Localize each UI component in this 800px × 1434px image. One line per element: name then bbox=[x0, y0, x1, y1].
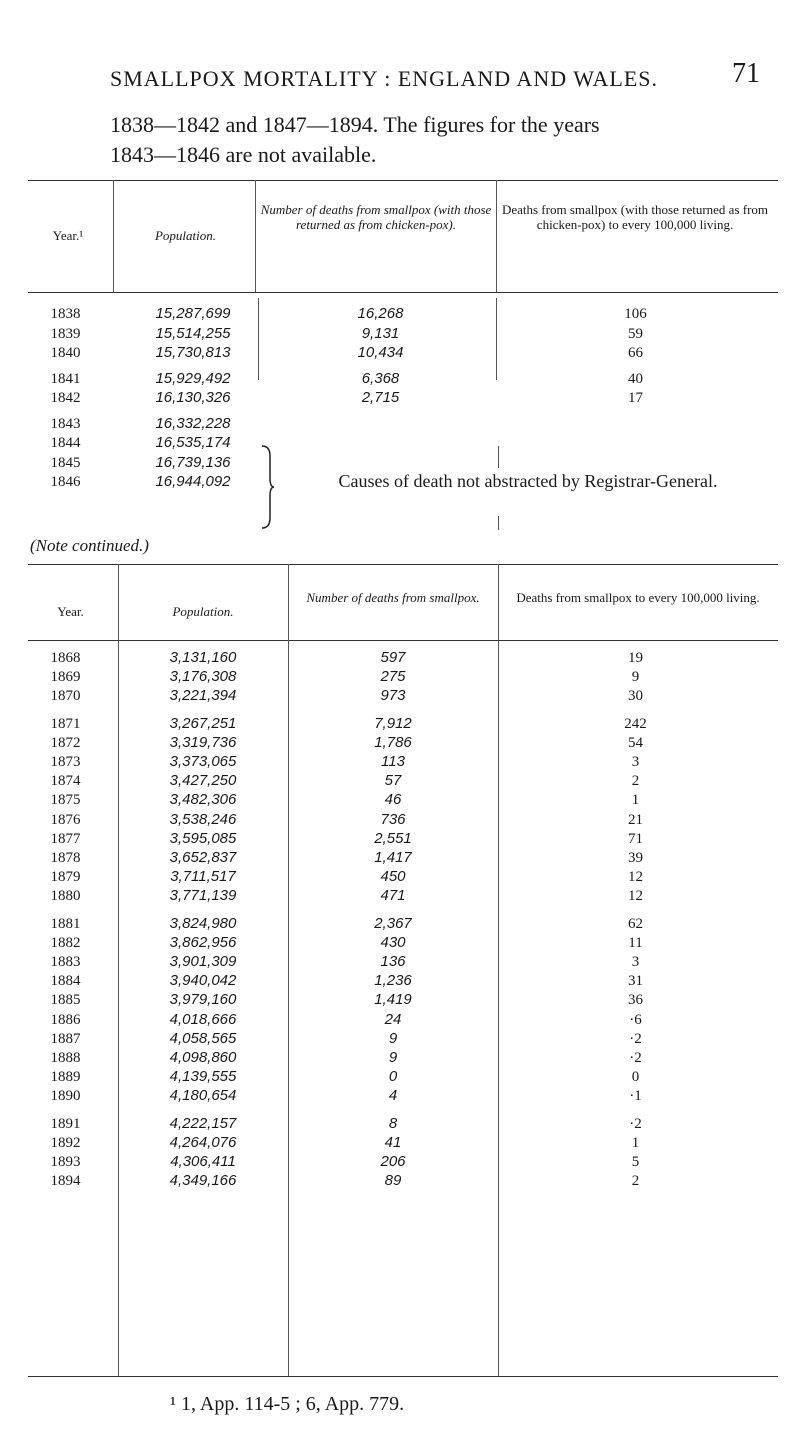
year-cell: 1880 bbox=[50, 888, 81, 905]
year-cell: 1873 bbox=[50, 754, 81, 770]
year-cell: 1878 bbox=[50, 850, 81, 866]
year-cell: 1876 bbox=[50, 811, 81, 828]
table-row bbox=[28, 1114, 778, 1134]
brace-note: Causes of death not abstracted by Registrar-General. bbox=[338, 471, 718, 491]
deaths-cell: 973 bbox=[380, 687, 406, 705]
population-cell: 3,940,042 bbox=[169, 972, 237, 990]
year-cell: 1841 bbox=[50, 370, 81, 387]
population-cell: 4,098,860 bbox=[169, 1049, 237, 1066]
deaths-cell: 41 bbox=[384, 1133, 402, 1151]
year-cell: 1872 bbox=[50, 734, 81, 751]
rate-cell: ·2 bbox=[629, 1115, 642, 1132]
table-row bbox=[28, 667, 778, 687]
rate-cell: 1 bbox=[631, 792, 640, 809]
population-cell: 15,514,255 bbox=[155, 324, 231, 342]
population-cell: 3,862,956 bbox=[169, 933, 237, 951]
rate-cell: 2 bbox=[631, 1173, 640, 1190]
rate-cell: 242 bbox=[624, 715, 647, 732]
population-cell: 3,131,160 bbox=[169, 649, 237, 666]
table-row bbox=[28, 324, 778, 344]
population-cell: 4,306,411 bbox=[170, 1153, 236, 1170]
population-cell: 4,222,157 bbox=[169, 1114, 237, 1132]
header-deaths: Number of deaths from smallpox. bbox=[306, 590, 480, 605]
deaths-cell: 471 bbox=[380, 887, 406, 905]
population-cell: 16,130,326 bbox=[155, 389, 231, 406]
running-title: SMALLPOX MORTALITY : ENGLAND AND WALES. bbox=[110, 66, 659, 91]
rate-cell: 30 bbox=[628, 688, 643, 705]
population-cell: 16,944,092 bbox=[155, 473, 231, 490]
rate-cell: 17 bbox=[628, 390, 643, 406]
table-row bbox=[28, 990, 778, 1010]
year-cell: 1839 bbox=[50, 325, 81, 342]
page-number: 71 bbox=[732, 58, 760, 89]
year-cell: 1877 bbox=[50, 830, 81, 847]
population-cell: 3,901,309 bbox=[169, 953, 237, 970]
table-1868-1894 bbox=[28, 564, 778, 1377]
header-rate: Deaths from smallpox (with those returned as from chicken-pox) to every 100,000 living. bbox=[501, 202, 769, 232]
year-cell: 1845 bbox=[50, 454, 81, 471]
year-cell: 1843 bbox=[50, 415, 81, 432]
running-head bbox=[110, 58, 760, 98]
year-cell: 1891 bbox=[50, 1115, 81, 1132]
deaths-cell: 6,368 bbox=[361, 369, 400, 387]
population-cell: 15,929,492 bbox=[155, 369, 231, 387]
table-row bbox=[28, 1133, 778, 1153]
rate-cell: 9 bbox=[631, 669, 640, 686]
rate-cell: 62 bbox=[628, 915, 643, 932]
year-cell: 1869 bbox=[50, 669, 81, 686]
year-cell: 1840 bbox=[50, 345, 81, 361]
table-row bbox=[28, 914, 778, 934]
intro-line: 1838—1842 and 1847—1894. The figures for the years bbox=[110, 112, 600, 137]
population-cell: 3,979,160 bbox=[169, 991, 237, 1009]
population-cell: 3,595,085 bbox=[169, 829, 237, 847]
deaths-cell: 9 bbox=[388, 1029, 398, 1047]
population-cell: 3,176,308 bbox=[169, 668, 237, 686]
population-cell: 15,730,813 bbox=[155, 344, 231, 361]
year-cell: 1871 bbox=[50, 715, 81, 732]
deaths-cell bbox=[268, 433, 493, 453]
rate-cell: 39 bbox=[628, 850, 643, 866]
year-cell: 1842 bbox=[50, 390, 81, 406]
year-cell: 1890 bbox=[50, 1088, 81, 1105]
table-row bbox=[28, 343, 778, 363]
deaths-cell: 206 bbox=[380, 1153, 406, 1170]
year-cell: 1893 bbox=[50, 1154, 81, 1170]
deaths-cell: 450 bbox=[380, 868, 406, 886]
column-divider bbox=[496, 180, 497, 292]
year-cell: 1874 bbox=[50, 773, 81, 790]
rate-cell: 0 bbox=[631, 1069, 640, 1086]
rate-cell: ·2 bbox=[629, 1050, 642, 1066]
rate-cell: 3 bbox=[631, 954, 640, 970]
deaths-cell: 2,367 bbox=[374, 914, 412, 932]
table-row bbox=[28, 829, 778, 849]
table-bottom-rule bbox=[28, 1376, 778, 1377]
table-row bbox=[28, 971, 778, 991]
rate-cell: 66 bbox=[628, 345, 643, 361]
year-cell: 1889 bbox=[50, 1069, 81, 1086]
year-cell: 1894 bbox=[50, 1173, 81, 1190]
population-cell: 15,287,699 bbox=[155, 305, 231, 322]
header-year: Year. bbox=[57, 604, 84, 619]
rate-cell: 1 bbox=[631, 1134, 640, 1151]
year-cell: 1868 bbox=[50, 650, 81, 666]
deaths-cell: 0 bbox=[388, 1068, 398, 1086]
rate-cell: 31 bbox=[628, 973, 643, 990]
rate-cell: 3 bbox=[631, 754, 640, 770]
deaths-cell bbox=[268, 453, 493, 473]
rate-cell bbox=[503, 453, 768, 473]
header-year: Year.¹ bbox=[52, 228, 84, 243]
note-continued: (Note continued.) bbox=[30, 536, 149, 555]
rate-cell: 106 bbox=[624, 306, 647, 322]
population-cell: 16,535,174 bbox=[155, 434, 231, 451]
population-cell: 3,482,306 bbox=[169, 791, 237, 809]
deaths-cell bbox=[268, 414, 493, 434]
column-divider bbox=[255, 180, 256, 292]
population-cell: 4,139,555 bbox=[169, 1068, 237, 1086]
deaths-cell: 597 bbox=[380, 649, 406, 666]
rate-cell: ·1 bbox=[629, 1088, 642, 1105]
table-row bbox=[28, 714, 778, 734]
population-cell: 3,427,250 bbox=[169, 772, 237, 790]
header-population: Population. bbox=[172, 604, 234, 619]
table-row bbox=[28, 886, 778, 906]
header-population: Population. bbox=[154, 228, 217, 243]
table-row bbox=[28, 1067, 778, 1087]
table-row bbox=[28, 453, 778, 473]
population-cell: 3,711,517 bbox=[170, 868, 236, 886]
deaths-cell: 275 bbox=[380, 668, 406, 686]
population-cell: 3,771,139 bbox=[169, 887, 237, 905]
year-cell: 1881 bbox=[50, 915, 81, 932]
population-cell: 4,349,166 bbox=[169, 1172, 237, 1190]
year-cell: 1887 bbox=[50, 1030, 81, 1047]
table-row bbox=[28, 810, 778, 830]
rate-cell: 19 bbox=[628, 650, 643, 666]
population-cell: 3,652,837 bbox=[169, 849, 237, 866]
deaths-cell: 430 bbox=[380, 933, 406, 951]
table-top-rule bbox=[28, 180, 778, 181]
table-row bbox=[28, 648, 778, 668]
population-cell: 3,373,065 bbox=[169, 753, 237, 770]
table-row bbox=[28, 733, 778, 753]
year-cell: 1844 bbox=[50, 435, 81, 451]
table-header-rule bbox=[28, 640, 778, 641]
population-cell: 3,221,394 bbox=[169, 687, 237, 705]
header-rate: Deaths from smallpox to every 100,000 living. bbox=[516, 590, 760, 605]
year-cell: 1884 bbox=[50, 973, 81, 990]
table-row bbox=[28, 388, 778, 408]
table-row bbox=[28, 1086, 778, 1106]
table-row bbox=[28, 304, 778, 324]
population-cell: 16,332,228 bbox=[155, 414, 231, 432]
rate-cell: 5 bbox=[631, 1154, 640, 1170]
table-row bbox=[28, 933, 778, 953]
deaths-cell: 57 bbox=[384, 772, 402, 790]
deaths-cell bbox=[268, 472, 493, 492]
table-row bbox=[28, 433, 778, 453]
table-row bbox=[28, 414, 778, 434]
deaths-cell: 89 bbox=[384, 1172, 402, 1190]
deaths-cell: 1,419 bbox=[374, 991, 412, 1009]
deaths-cell: 46 bbox=[384, 791, 402, 809]
table-top-rule bbox=[28, 564, 778, 565]
deaths-cell: 736 bbox=[380, 810, 406, 828]
deaths-cell: 16,268 bbox=[357, 305, 404, 322]
table-row bbox=[28, 848, 778, 868]
table-row bbox=[28, 472, 778, 492]
intro-paragraph bbox=[110, 110, 770, 170]
year-cell: 1879 bbox=[50, 869, 81, 886]
rate-cell: 54 bbox=[628, 734, 643, 751]
year-cell: 1883 bbox=[50, 954, 81, 970]
year-cell: 1882 bbox=[50, 934, 81, 951]
intro-line: 1843—1846 are not available. bbox=[110, 142, 377, 167]
rate-cell bbox=[503, 414, 768, 434]
population-cell: 3,538,246 bbox=[169, 810, 237, 828]
deaths-cell: 2,715 bbox=[361, 389, 400, 406]
rate-cell bbox=[503, 472, 768, 492]
deaths-cell: 7,912 bbox=[374, 714, 412, 732]
table-row bbox=[28, 752, 778, 772]
table-row bbox=[28, 369, 778, 389]
population-cell: 4,264,076 bbox=[169, 1133, 237, 1151]
population-cell: 4,018,666 bbox=[169, 1010, 237, 1028]
rate-cell: 71 bbox=[628, 830, 643, 847]
population-cell: 4,180,654 bbox=[169, 1087, 237, 1105]
deaths-cell: 24 bbox=[384, 1010, 402, 1028]
rate-cell: 36 bbox=[628, 992, 643, 1009]
population-cell: 3,267,251 bbox=[169, 714, 237, 732]
year-cell: 1885 bbox=[50, 992, 81, 1009]
table-row bbox=[28, 771, 778, 791]
deaths-cell: 9 bbox=[388, 1049, 398, 1066]
year-cell: 1888 bbox=[50, 1050, 81, 1066]
deaths-cell: 113 bbox=[381, 753, 405, 770]
table-row bbox=[28, 1010, 778, 1030]
rate-cell bbox=[503, 433, 768, 453]
deaths-cell: 1,236 bbox=[374, 972, 412, 990]
rate-cell: 40 bbox=[628, 370, 643, 387]
deaths-cell: 136 bbox=[380, 953, 406, 970]
column-divider bbox=[113, 180, 114, 292]
table-1838-1846 bbox=[28, 180, 778, 530]
table-header-rule bbox=[28, 292, 778, 293]
table-row bbox=[28, 1029, 778, 1049]
population-cell: 3,824,980 bbox=[169, 914, 237, 932]
year-cell: 1886 bbox=[50, 1011, 81, 1028]
population-cell: 4,058,565 bbox=[169, 1029, 237, 1047]
deaths-cell: 8 bbox=[388, 1114, 398, 1132]
table-row bbox=[28, 1152, 778, 1172]
year-cell: 1838 bbox=[50, 306, 81, 322]
deaths-cell: 2,551 bbox=[374, 829, 412, 847]
table-row bbox=[28, 867, 778, 887]
deaths-cell: 4 bbox=[388, 1087, 398, 1105]
deaths-cell: 10,434 bbox=[357, 344, 404, 361]
rate-cell: 12 bbox=[628, 869, 643, 886]
table-row bbox=[28, 790, 778, 810]
year-cell: 1846 bbox=[50, 474, 81, 490]
column-divider bbox=[498, 516, 499, 530]
rate-cell: 59 bbox=[628, 325, 643, 342]
year-cell: 1870 bbox=[50, 688, 81, 705]
population-cell: 16,739,136 bbox=[155, 453, 231, 471]
table-row bbox=[28, 1171, 778, 1191]
year-cell: 1892 bbox=[50, 1134, 81, 1151]
rate-cell: 21 bbox=[628, 811, 643, 828]
header-deaths: Number of deaths from smallpox (with those returned as from chicken-pox). bbox=[260, 202, 492, 232]
deaths-cell: 1,417 bbox=[374, 849, 412, 866]
rate-cell: 2 bbox=[631, 773, 640, 790]
table-row bbox=[28, 1048, 778, 1068]
population-cell: 3,319,736 bbox=[169, 733, 237, 751]
deaths-cell: 1,786 bbox=[374, 733, 412, 751]
rate-cell: 11 bbox=[628, 934, 643, 951]
deaths-cell: 9,131 bbox=[361, 324, 400, 342]
rate-cell: 12 bbox=[628, 888, 643, 905]
rate-cell: ·6 bbox=[629, 1011, 642, 1028]
table-row bbox=[28, 686, 778, 706]
table-row bbox=[28, 952, 778, 972]
rate-cell: ·2 bbox=[629, 1030, 642, 1047]
footnote: ¹ 1, App. 114-5 ; 6, App. 779. bbox=[170, 1393, 405, 1415]
year-cell: 1875 bbox=[50, 792, 81, 809]
